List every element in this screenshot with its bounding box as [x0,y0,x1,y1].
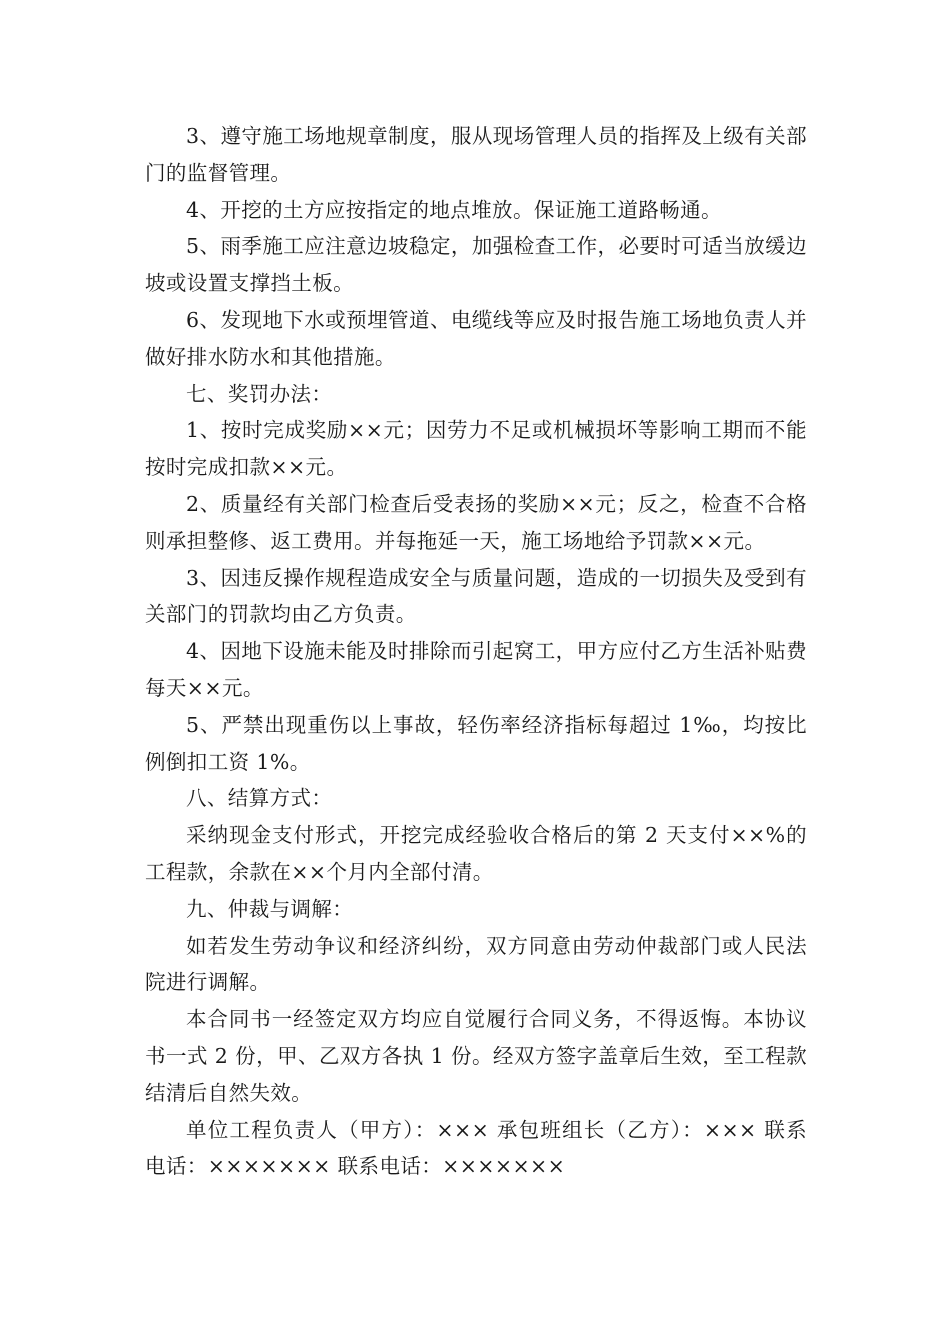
rule-5-paragraph: 5、雨季施工应注意边坡稳定，加强检查工作，必要时可适当放缓边坡或设置支撑挡土板。 [145,234,807,296]
validity-paragraph: 本合同书一经签定双方均应自觉履行合同义务，不得返悔。本协议书一式 2 份，甲、乙双方各执 1 份。经双方签字盖章后生效，至工程款结清后自然失效。 [145,1007,807,1105]
section-8-heading: 八、结算方式： [186,786,333,811]
rule-6-paragraph: 6、发现地下水或预埋管道、电缆线等应及时报告施工场地负责人并做好排水防水和其他措施。 [145,307,807,369]
settlement-paragraph: 采纳现金支付形式，开挖完成经验收合格后的第 2 天支付××%的工程款，余款在××个月内全部付清。 [145,823,807,884]
rule-3-paragraph: 3、遵守施工场地规章制度，服从现场管理人员的指挥及上级有关部门的监督管理。 [145,124,807,185]
reward-5-paragraph: 5、严禁出现重伤以上事故，轻伤率经济指标每超过 1‰，均按比例倒扣工资 1%。 [145,712,807,774]
reward-3-paragraph: 3、因违反操作规程造成安全与质量问题，造成的一切损失及受到有关部门的罚款均由乙方负责。 [145,565,807,627]
signature-paragraph: 单位工程负责人（甲方）：××× 承包班组长（乙方）：××× 联系电话：××××××× 联系电话：××××××× [145,1117,807,1179]
section-9-heading: 九、仲裁与调解： [186,896,354,921]
reward-1-paragraph: 1、按时完成奖励××元；因劳力不足或机械损坏等影响工期而不能按时完成扣款××元。 [145,418,807,480]
section-7-heading: 七、奖罚办法： [186,381,333,406]
reward-4-paragraph: 4、因地下设施未能及时排除而引起窝工，甲方应付乙方生活补贴费每天××元。 [145,639,807,700]
reward-2-paragraph: 2、质量经有关部门检查后受表扬的奖励××元；反之，检查不合格则承担整修、返工费用。并每拖延一天，施工场地给予罚款××元。 [145,491,807,553]
document-page [145,118,807,1185]
arbitration-paragraph: 如若发生劳动争议和经济纠纷，双方同意由劳动仲裁部门或人民法院进行调解。 [145,933,807,995]
rule-4-paragraph: 4、开挖的土方应按指定的地点堆放。保证施工道路畅通。 [186,197,722,222]
